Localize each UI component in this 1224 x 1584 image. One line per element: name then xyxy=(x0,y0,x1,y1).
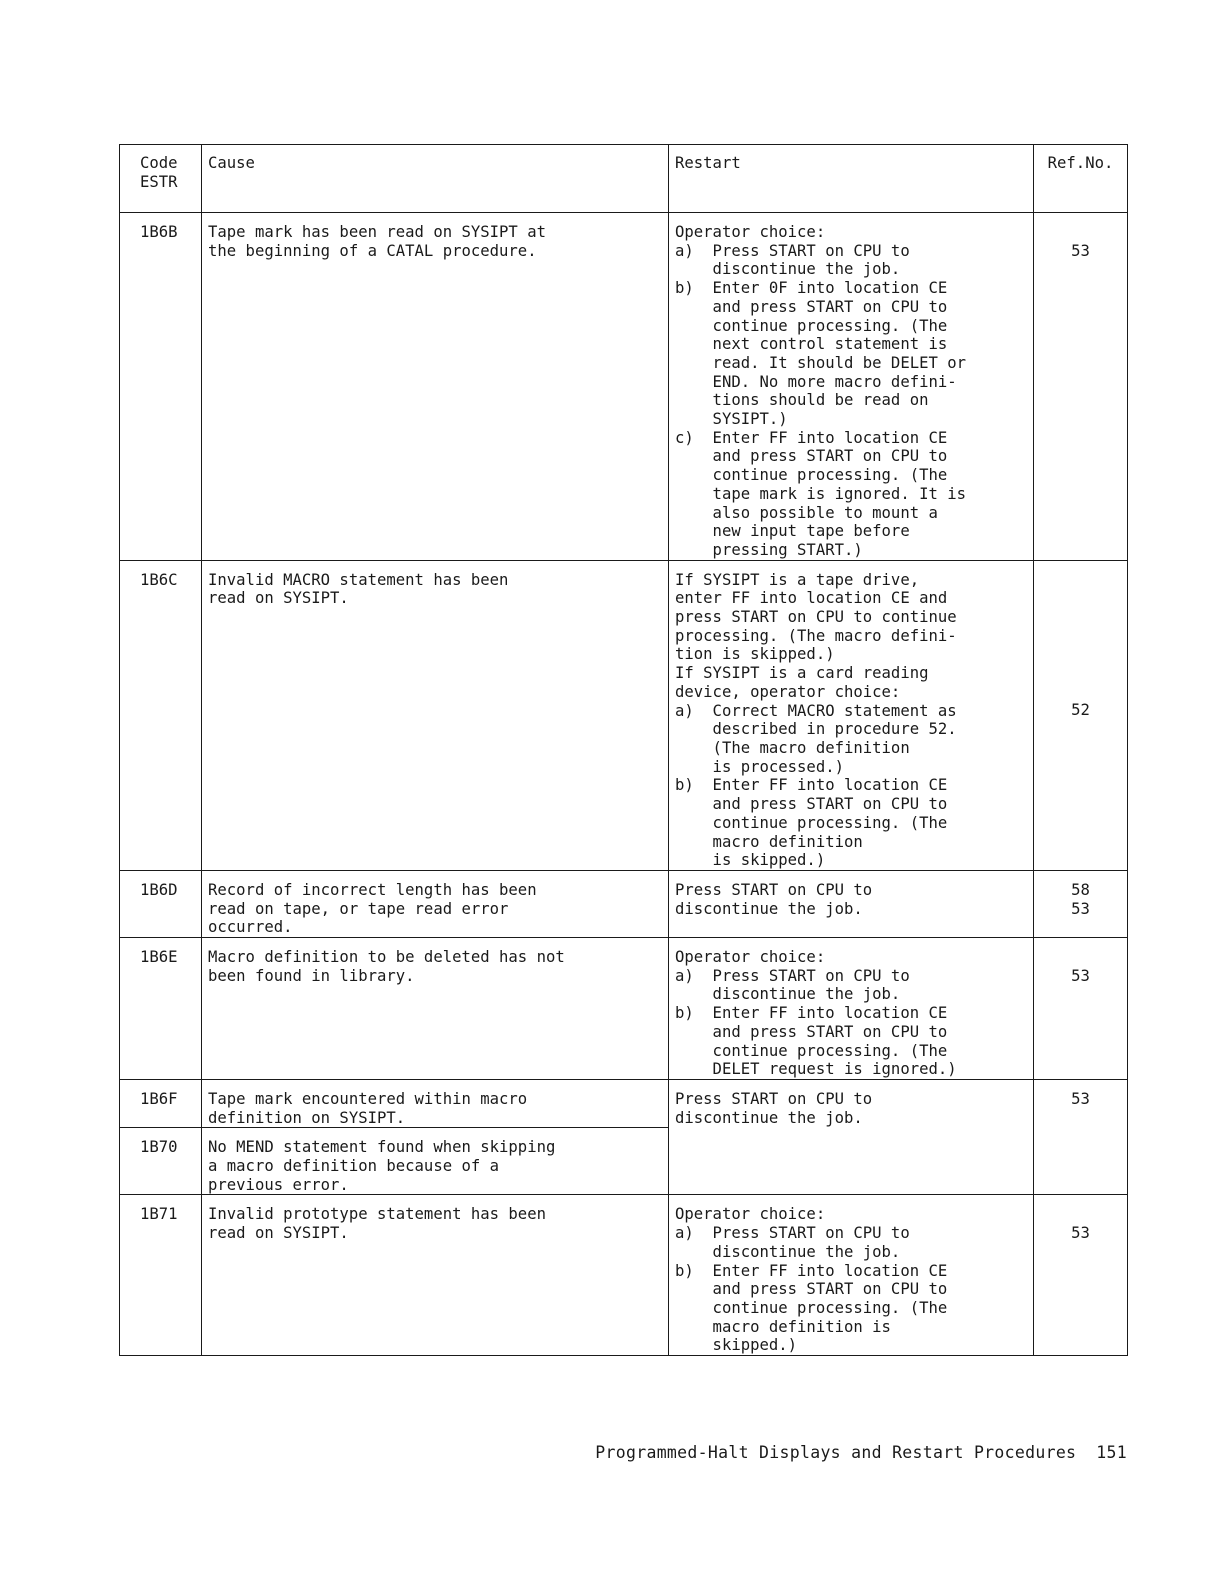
cause-cell: Record of incorrect length has been read on tape, or tape read error occurred. xyxy=(202,870,669,937)
restart-cell: Operator choice: a) Press START on CPU to discontinue the job. b) Enter 0F into location CE and press START on CPU to continue processing. (The next control statement is read. It should be DELET or END. No more macro defini- tions should be read on SYSIPT.) c) Enter FF into location CE and press START on CPU to continue processing. (The tape mark is ignored. It is also possible to mount a new input tape before pressing START.) xyxy=(669,213,1034,561)
table-row xyxy=(120,1195,1128,1356)
code-cell: 1B6F xyxy=(120,1079,202,1127)
table-row xyxy=(120,938,1128,1080)
restart-procedures-table xyxy=(119,144,1128,1356)
restart-cell: If SYSIPT is a tape drive, enter FF into location CE and press START on CPU to continue processing. (The macro defini- tion is skipped.) If SYSIPT is a card reading device, operator choice: a) Correct MACRO statement as described in procedure 52. (The macro definition is processed.) b) Enter FF into location CE and press START on CPU to continue processing. (The macro definition is skipped.) xyxy=(669,560,1034,870)
restart-cell: Press START on CPU to discontinue the job. xyxy=(669,1079,1034,1195)
ref-cell: 53 xyxy=(1034,1079,1128,1195)
header-cause: Cause xyxy=(202,145,669,213)
cause-cell: No MEND statement found when skipping a macro definition because of a previous error. xyxy=(202,1128,669,1195)
table-row xyxy=(120,560,1128,870)
cause-cell: Invalid MACRO statement has been read on SYSIPT. xyxy=(202,560,669,870)
restart-cell: Press START on CPU to discontinue the job. xyxy=(669,870,1034,937)
restart-cell: Operator choice: a) Press START on CPU to discontinue the job. b) Enter FF into location CE and press START on CPU to continue processing. (The macro definition is skipped.) xyxy=(669,1195,1034,1356)
header-ref-no: Ref.No. xyxy=(1034,145,1128,213)
footer-title: Programmed-Halt Displays and Restart Procedures xyxy=(595,1443,1077,1462)
ref-cell: 53 xyxy=(1034,213,1128,561)
table-row xyxy=(120,1079,1128,1127)
header-restart: Restart xyxy=(669,145,1034,213)
code-cell: 1B6D xyxy=(120,870,202,937)
code-cell: 1B6B xyxy=(120,213,202,561)
code-cell: 1B6E xyxy=(120,938,202,1080)
cause-cell: Tape mark encountered within macro definition on SYSIPT. xyxy=(202,1079,669,1127)
cause-cell: Tape mark has been read on SYSIPT at the beginning of a CATAL procedure. xyxy=(202,213,669,561)
ref-cell: 53 xyxy=(1034,938,1128,1080)
header-code: Code ESTR xyxy=(120,145,202,213)
ref-cell: 58 53 xyxy=(1034,870,1128,937)
cause-cell: Macro definition to be deleted has not been found in library. xyxy=(202,938,669,1080)
code-cell: 1B71 xyxy=(120,1195,202,1356)
ref-cell: 53 xyxy=(1034,1195,1128,1356)
restart-cell: Operator choice: a) Press START on CPU to discontinue the job. b) Enter FF into location CE and press START on CPU to continue processing. (The DELET request is ignored.) xyxy=(669,938,1034,1080)
ref-cell: 52 xyxy=(1034,560,1128,870)
code-cell: 1B6C xyxy=(120,560,202,870)
table-header-row xyxy=(120,145,1128,213)
table-row xyxy=(120,213,1128,561)
page-number: 151 xyxy=(1096,1443,1127,1462)
table-row xyxy=(120,870,1128,937)
cause-cell: Invalid prototype statement has been read on SYSIPT. xyxy=(202,1195,669,1356)
page-footer xyxy=(0,1443,1127,1462)
code-cell: 1B70 xyxy=(120,1128,202,1195)
